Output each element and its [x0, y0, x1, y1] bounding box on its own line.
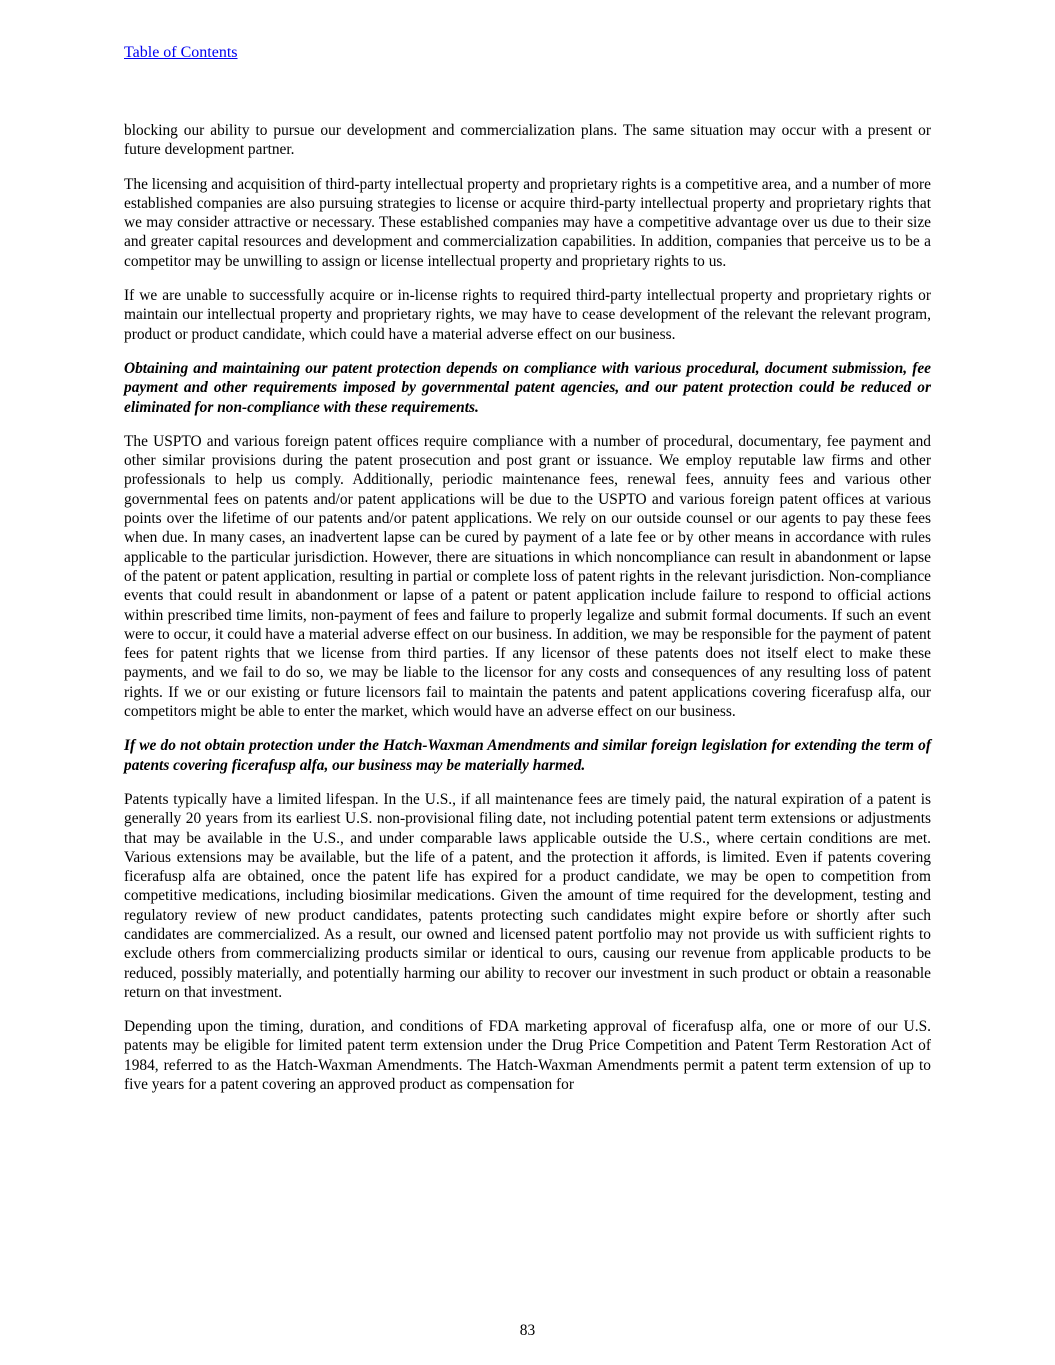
- body-paragraph: The USPTO and various foreign patent offices require compliance with a number of procedural, documentary, fee payment and other similar provisions during the patent prosecution and post grant or issuance. We employ reputable law firms and other professionals to help us comply. Additionally, periodic maintenance fees, renewal fees, annuity fees and various other governmental fees on patents and/or patent applications will be due to the USPTO and various foreign patent offices at various points over the lifetime of our patents and/or patent applications. We rely on our outside counsel or our agents to pay these fees when due. In many cases, an inadvertent lapse can be cured by payment of a late fee or by other means in accordance with rules applicable to the particular jurisdiction. However, there are situations in which noncompliance can result in abandonment or lapse of the patent or patent application, resulting in partial or complete loss of patent rights in the relevant jurisdiction. Non-compliance events that could result in abandonment or lapse of a patent or patent application include failure to respond to official actions within prescribed time limits, non-payment of fees and failure to properly legalize and submit formal documents. If such an event were to occur, it could have a material adverse effect on our business. In addition, we may be responsible for the payment of patent fees for patent rights that we license from third parties. If any licensor of these patents does not itself elect to make these payments, and we fail to do so, we may be liable to the licensor for any costs and consequences of any resulting loss of patent rights. If we or our existing or future licensors fail to maintain the patents and patent applications covering ficerafusp alfa, our competitors might be able to enter the market, which would have an adverse effect on our business.: [124, 432, 931, 721]
- document-body: [124, 121, 931, 1109]
- body-paragraph: Depending upon the timing, duration, and conditions of FDA marketing approval of ficerafusp alfa, one or more of our U.S. patents may be eligible for limited patent term extension under the Drug Price Competition and Patent Term Restoration Act of 1984, referred to as the Hatch-Waxman Amendments. The Hatch-Waxman Amendments permit a patent term extension of up to five years for a patent covering an approved product as compensation for: [124, 1018, 931, 1094]
- body-paragraph: The licensing and acquisition of third-party intellectual property and proprietary rights is a competitive area, and a number of more established companies are also pursuing strategies to license or acquire third-party intellectual property and proprietary rights that we may consider attractive or necessary. These established companies may have a competitive advantage over us due to their size and greater capital resources and development and commercialization capabilities. In addition, companies that perceive us to be a competitor may be unwilling to assign or license intellectual property and proprietary rights to us.: [124, 175, 931, 270]
- table-of-contents-link[interactable]: Table of Contents: [124, 44, 238, 61]
- page-number: 83: [519, 1322, 536, 1339]
- risk-factor-heading: Obtaining and maintaining our patent protection depends on compliance with various procedural, document submission, fee payment and other requirements imposed by governmental patent agencies, and our patent protection could be reduced or eliminated for non-compliance with these requirements.: [124, 359, 931, 416]
- risk-factor-heading: If we do not obtain protection under the Hatch-Waxman Amendments and similar foreign legislation for extending the term of patents covering ficerafusp alfa, our business may be materially harmed.: [124, 737, 931, 774]
- body-paragraph: If we are unable to successfully acquire or in-license rights to required third-party intellectual property and proprietary rights or maintain our intellectual property and proprietary rights, we may have to cease development of the relevant the relevant program, product or product candidate, which could have a material adverse effect on our business.: [124, 287, 931, 343]
- body-paragraph: blocking our ability to pursue our development and commercialization plans. The same situation may occur with a present or future development partner.: [124, 122, 931, 159]
- body-paragraph: Patents typically have a limited lifespan. In the U.S., if all maintenance fees are timely paid, the natural expiration of a patent is generally 20 years from its earliest U.S. non-provisional filing date, not including potential patent term extensions or adjustments that may be available in the U.S., and under comparable laws applicable outside the U.S., where certain conditions are met. Various extensions may be available, but the life of a patent, and the protection it affords, is limited. Even if patents covering ficerafusp alfa are obtained, once the patent life has expired for a product candidate, we may be open to competition from competitive medications, including biosimilar medications. Given the amount of time required for the development, testing and regulatory review of new product candidates, patents protecting such candidates might expire before or shortly after such candidates are commercialized. As a result, our owned and licensed patent portfolio may not provide us with sufficient rights to exclude others from commercializing products similar or identical to ours, causing our revenue from applicable products to be reduced, possibly materially, and potentially harming our ability to recover our investment in such product or obtain a reasonable return on that investment.: [124, 790, 931, 1001]
